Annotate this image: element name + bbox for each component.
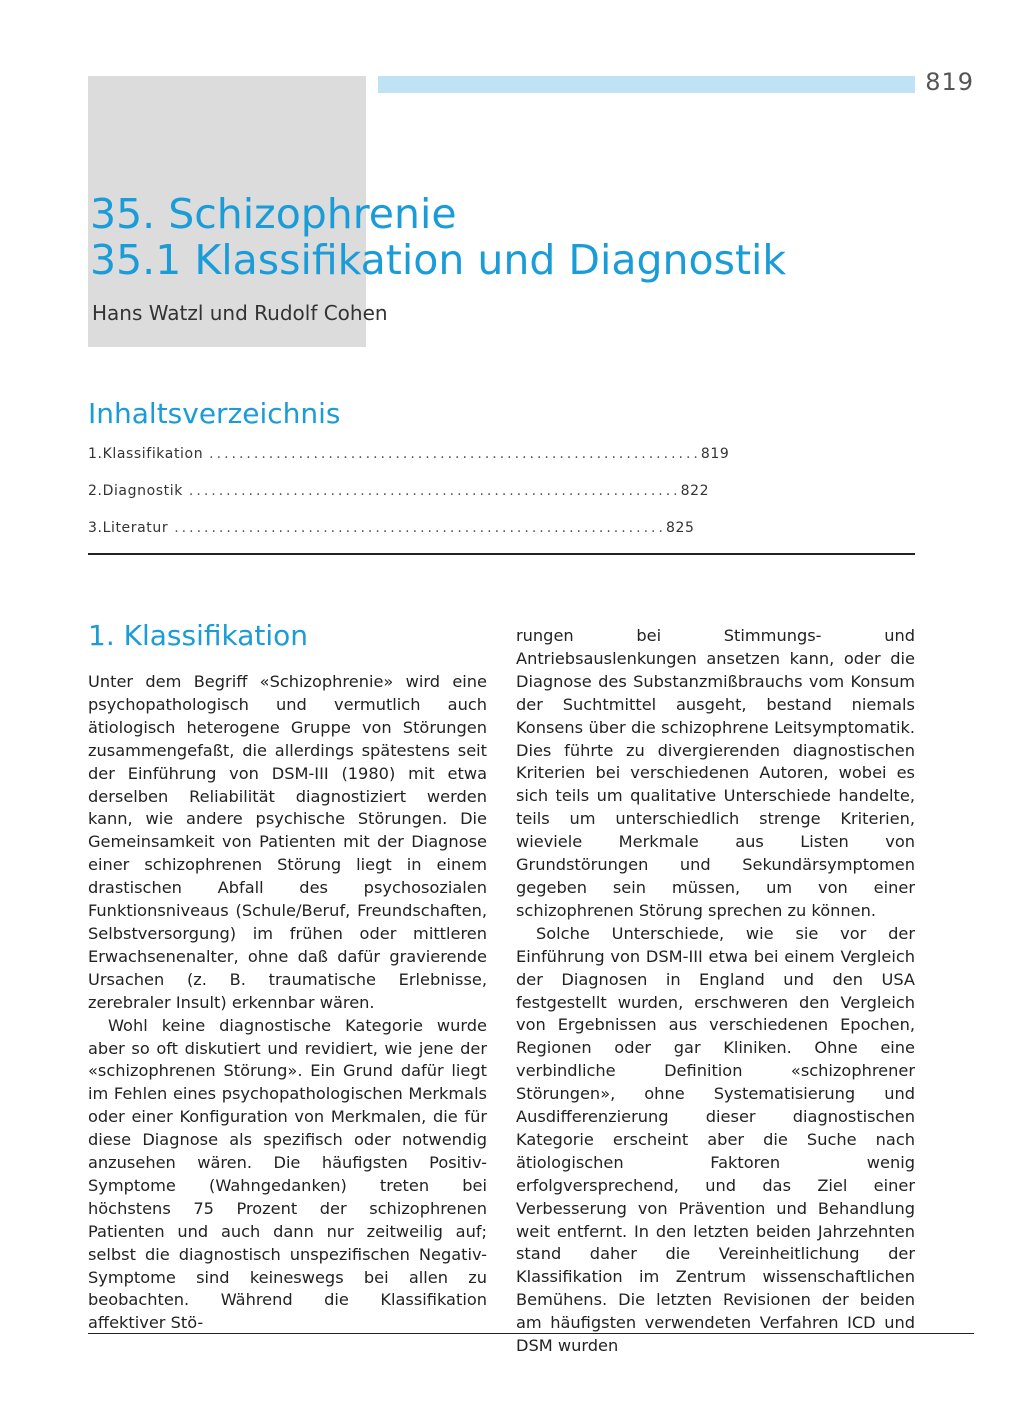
- toc-item[interactable]: [88, 446, 730, 483]
- toc-item[interactable]: [88, 520, 695, 557]
- body-paragraph: Wohl keine diagnostische Kategorie wurde aber so oft diskutiert und revidiert, wie jene der «schizophrenen Störung». Ein Grund dafür liegt im Fehlen eines psychopathologischen Merkmals oder einer Konfiguration von Merkmalen, die für diese Diagnose als spezifisch oder notwendig anzusehen wären. Die häufigsten Positiv-Symptome (Wahngedanken) treten bei höchstens 75 Prozent der schizophrenen Patienten und auch dann nur zeitweilig auf; selbst die diagnostisch unspezifischen Negativ-Symptome sind keineswegs bei allen zu beobachten. Während die Klassifikation affektiver Stö-: [88, 1015, 487, 1333]
- toc-item-page: 825: [665, 520, 695, 536]
- chapter-title-line1: 35. Schizophrenie: [90, 190, 457, 238]
- page-number: 819: [925, 68, 974, 96]
- toc-divider: [88, 553, 915, 555]
- chapter-title-line2: 35.1 Klassifikation und Diagnostik: [90, 236, 787, 284]
- body-paragraph: Unter dem Begriff «Schizophrenie» wird eine psychopathologisch und vermutlich auch ätiologisch heterogene Gruppe von Störungen zusammengefaßt, die allerdings spätestens seit der Einführung von DSM-III (1980) mit etwa derselben Reliabilität diagnostiziert werden kann, wie andere psychische Störungen. Die Gemeinsamkeit von Patienten mit der Diagnose einer schizophrenen Störung liegt in einem drastischen Abfall des psychosozialen Funktionsniveaus (Schule/Beruf, Freundschaften, Selbstversorgung) im frühen oder mittleren Erwachsenenalter, ohne daß dafür gravierende Ursachen (z. B. traumatische Erlebnisse, zerebraler Insult) erkennbar wären.: [88, 672, 487, 1012]
- toc-leader-dots: ..................................................................: [209, 446, 701, 462]
- toc-item-label: Literatur: [102, 520, 169, 536]
- toc-item-label: Diagnostik: [102, 483, 183, 499]
- toc-leader-dots: ..................................................................: [188, 483, 681, 499]
- header-accent-bar: [378, 76, 915, 93]
- toc-item-label: Klassifikation: [102, 446, 204, 462]
- toc-item-number: 2.: [88, 483, 103, 499]
- toc-leader-dots: ..................................................................: [174, 520, 666, 536]
- text-column-right: [516, 625, 915, 1358]
- body-paragraph: Solche Unterschiede, wie sie vor der Einführung von DSM-III etwa bei einem Vergleich der Diagnosen in England und den USA festgestellt wurden, erschweren den Vergleich von Ergebnissen aus verschiedenen Epochen, Regionen oder gar Kliniken. Ohne eine verbindliche Definition «schizophrener Störungen», ohne Systematisierung und Ausdifferenzierung dieser diagnostischen Kategorie erscheint aber die Suche nach ätiologischen Faktoren wenig erfolgversprechend, und das Ziel einer Verbesserung von Prävention und Behandlung weit entfernt. In den letzten beiden Jahrzehnten stand daher die Vereinheitlichung der Klassifikation im Zentrum wissenschaftlichen Bemühens. Die letzten Revisionen der beiden am häufigsten verwendeten Verfahren ICD und DSM wurden: [516, 923, 915, 1356]
- chapter-title: [90, 191, 786, 283]
- toc-item-page: 819: [700, 446, 730, 462]
- section-heading: 1. Klassifikation: [88, 619, 309, 652]
- toc-item-page: 822: [680, 483, 710, 499]
- table-of-contents: [88, 446, 730, 557]
- footer-rule: [88, 1333, 974, 1334]
- toc-item-number: 1.: [88, 446, 103, 462]
- text-column-left: [88, 671, 487, 1335]
- toc-heading: Inhaltsverzeichnis: [88, 397, 341, 430]
- toc-item[interactable]: [88, 483, 710, 520]
- body-paragraph: rungen bei Stimmungs- und Antriebsauslenkungen ansetzen kann, oder die Diagnose des Substanzmißbrauchs vom Konsum der Suchtmittel ausgeht, bestand niemals Konsens über die schizophrene Leitsymptomatik. Dies führte zu divergierenden diagnostischen Kriterien bei verschiedenen Autoren, wobei es sich teils um qualitative Unterschiede handelte, teils um unterschiedlich strenge Kriterien, wieviele Merkmale aus Listen von Grundstörungen und Sekundärsymptomen gegeben sein müssen, um von einer schizophrenen Störung sprechen zu können.: [516, 626, 915, 920]
- toc-item-number: 3.: [88, 520, 103, 536]
- chapter-authors: Hans Watzl und Rudolf Cohen: [92, 301, 388, 325]
